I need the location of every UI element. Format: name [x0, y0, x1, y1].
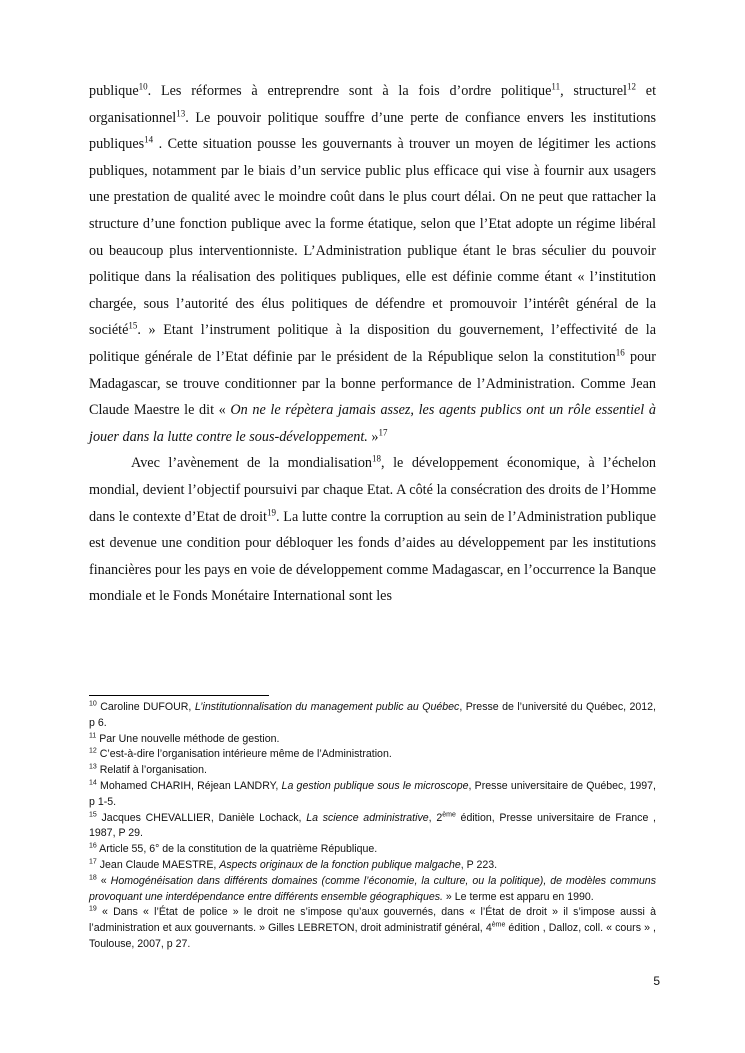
footnote-text: édition , Dalloz, coll. « cours » , Toulouse, 2007, p 27.	[89, 922, 656, 950]
ordinal-suffix: ème	[491, 921, 506, 929]
text-run: et organisationnel	[89, 83, 657, 126]
footnote-number: 19	[89, 905, 97, 913]
footnote-ref-18[interactable]: 18	[372, 453, 382, 464]
footnotes	[89, 700, 656, 953]
footnote-text: , Presse de l’université du Québec, 2012, p 6.	[89, 701, 656, 729]
footnote-number: 15	[89, 811, 97, 819]
footnote-text: Par Une nouvelle méthode de gestion.	[96, 732, 280, 745]
footnote-text: « Dans « l’État de police » le droit ne s’impose qu’aux gouvernés, dans « l’État de droit » il s’impose aussi à l’administration et aux gouvernants. » Gilles LEBRETON, droit administratif général, 4	[89, 906, 656, 935]
text-run: . Le pouvoir politique souffre d’une perte de confiance envers les institutions publiques	[89, 109, 656, 153]
paragraph-2	[89, 450, 656, 610]
footnote-ref-13[interactable]: 13	[176, 107, 186, 118]
text-run: Avec l’avènement de la mondialisation	[131, 455, 373, 472]
footnote-text: édition, Presse universitaire de France , 1987, P 29.	[89, 811, 656, 840]
footnote-title: L’institutionnalisation du management public au Québec	[194, 701, 460, 713]
footnote-number: 14	[89, 779, 97, 787]
footnote-14	[89, 779, 656, 811]
text-run: publique	[89, 83, 139, 99]
footnote-text: Caroline DUFOUR,	[96, 701, 195, 713]
footnote-11	[89, 732, 656, 748]
footnote-text: Article 55, 6° de la constitution de la quatrième République.	[96, 843, 378, 856]
footnote-number: 16	[89, 842, 97, 850]
footnote-ref-17[interactable]: 17	[378, 426, 388, 437]
footnote-text: , P 223.	[460, 858, 498, 871]
page-number: 5	[653, 974, 660, 988]
footnote-text: Jacques CHEVALLIER, Danièle Lochack,	[96, 811, 307, 824]
footnote-17	[89, 858, 656, 874]
footnote-number: 11	[89, 732, 97, 740]
footnote-text: » Le terme est apparu en 1990.	[442, 890, 594, 903]
footnote-ref-16[interactable]: 16	[615, 347, 625, 358]
footnote-18	[89, 874, 656, 906]
footnote-text: «	[96, 874, 111, 887]
footnote-text: C’est-à-dire l’organisation intérieure même de l’Administration.	[96, 748, 392, 761]
body-text	[89, 78, 656, 610]
ordinal-suffix: ème	[442, 811, 456, 819]
footnote-title: Homogénéisation dans différents domaines (comme l’économie, la culture, ou la politique), de modèles communs provoquant une interdépendance entre différents ensemble géographiques.	[89, 874, 656, 903]
footnote-number: 13	[89, 763, 97, 771]
footnote-title: Aspects originaux de la fonction publique malgache	[219, 858, 461, 871]
text-run: , le développement économique, à l’échelon mondial, devient l’objectif poursuivi par chaque Etat. A côté la consécration des droits de l’Homme dans le contexte d’Etat de droit	[89, 455, 657, 525]
footnote-15	[89, 811, 656, 843]
footnote-ref-10[interactable]: 10	[138, 81, 148, 92]
text-run: . » Etant l’instrument politique à la disposition du gouvernement, l’effectivité de la politique générale de l’Etat définie par le président de la République selon la constitution	[89, 322, 656, 365]
footnote-separator	[89, 695, 269, 696]
footnote-text: , Presse universitaire de Québec, 1997, p 1-5.	[89, 779, 656, 808]
footnote-ref-12[interactable]: 12	[627, 81, 636, 92]
footnote-13	[89, 763, 656, 779]
footnote-title: La gestion publique sous le microscope	[281, 779, 469, 792]
text-run: pour Madagascar, se trouve conditionner par la bonne performance de l’Administration. Comme Jean Claude Maestre le dit «	[89, 348, 656, 419]
footnote-19	[89, 905, 656, 952]
footnote-12	[89, 747, 656, 763]
footnote-text: Jean Claude MAESTRE,	[96, 858, 220, 871]
paragraph-1	[89, 78, 656, 450]
footnote-ref-19[interactable]: 19	[266, 506, 276, 517]
text-run: »	[367, 428, 379, 445]
footnote-ref-15[interactable]: 15	[128, 320, 138, 331]
text-run: . Cette situation pousse les gouvernants à trouver un moyen de légitimer les actions publiques, notamment par le biais d’un service public plus efficace qui vise à fournir aux usagers une prestation de qualité avec le moindre coût dans le plus court délai. On ne peut que rattacher la structure d’une fonction publique avec la forme étatique, selon que l’Etat adopte un régime libéral ou beaucoup plus interventionniste. L’Administration publique étant le bras séculier du pouvoir politique dans la réalisation des politiques publiques, elle est définie comme étant « l’institution chargée, sous l’autorité des élus politiques de défendre et promouvoir l’intérêt général de la société	[89, 136, 656, 339]
footnote-text: Mohamed CHARIH, Réjean LANDRY,	[96, 779, 282, 792]
maestre-quote: On ne le répètera jamais assez, les agents publics ont un rôle essentiel à jouer dans la lutte contre le sous-développement.	[89, 402, 656, 445]
footnote-number: 18	[89, 874, 97, 882]
footnote-text: Relatif à l’organisation.	[96, 764, 207, 777]
footnote-10	[89, 700, 656, 732]
footnote-ref-14[interactable]: 14	[144, 134, 154, 145]
footnote-16	[89, 842, 656, 858]
footnote-text: , 2	[428, 811, 443, 824]
footnote-number: 10	[89, 700, 97, 708]
text-run: . La lutte contre la corruption au sein de l’Administration publique est devenue une condition pour débloquer les fonds d’aides au développement par les institutions financières pour les pays en voie de développement comme Madagascar, en l’occurrence la Banque mondiale et le Fonds Monétaire International sont les	[89, 508, 657, 605]
footnote-number: 17	[89, 858, 97, 866]
footnote-number: 12	[89, 747, 97, 755]
text-run: , structurel	[560, 83, 627, 99]
footnote-ref-11[interactable]: 11	[551, 81, 561, 92]
footnote-title: La science administrative	[306, 811, 429, 824]
text-run: . Les réformes à entreprendre sont à la fois d’ordre politique	[147, 83, 552, 99]
